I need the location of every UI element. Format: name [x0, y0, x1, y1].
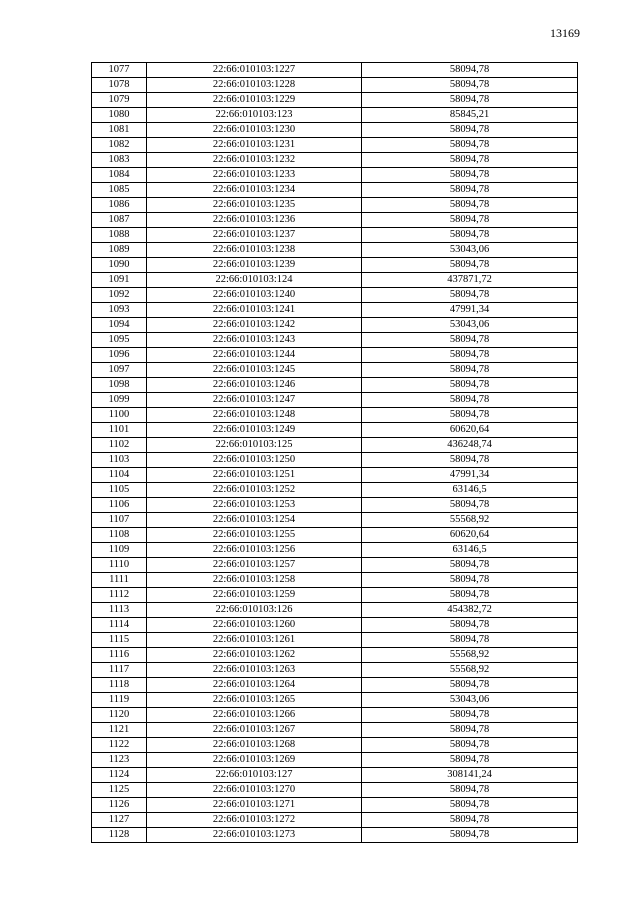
cadastral-number-cell: 22:66:010103:1261: [147, 633, 362, 648]
table-row: [92, 468, 578, 483]
row-number-cell: 1103: [92, 453, 147, 468]
cadastral-number-cell: 22:66:010103:1228: [147, 78, 362, 93]
row-number-cell: 1115: [92, 633, 147, 648]
row-number-cell: 1082: [92, 138, 147, 153]
table-row: [92, 828, 578, 843]
row-number-cell: 1117: [92, 663, 147, 678]
value-cell: 85845,21: [362, 108, 578, 123]
table-row: [92, 108, 578, 123]
cadastral-number-cell: 22:66:010103:1264: [147, 678, 362, 693]
cadastral-number-cell: 22:66:010103:1248: [147, 408, 362, 423]
value-cell: 58094,78: [362, 213, 578, 228]
row-number-cell: 1098: [92, 378, 147, 393]
table-row: [92, 183, 578, 198]
value-cell: 58094,78: [362, 378, 578, 393]
table-row: [92, 663, 578, 678]
value-cell: 58094,78: [362, 798, 578, 813]
row-number-cell: 1081: [92, 123, 147, 138]
table-row: [92, 438, 578, 453]
value-cell: 58094,78: [362, 708, 578, 723]
table-row: [92, 798, 578, 813]
cadastral-number-cell: 22:66:010103:123: [147, 108, 362, 123]
cadastral-number-cell: 22:66:010103:1251: [147, 468, 362, 483]
row-number-cell: 1116: [92, 648, 147, 663]
value-cell: 58094,78: [362, 78, 578, 93]
row-number-cell: 1110: [92, 558, 147, 573]
value-cell: 58094,78: [362, 828, 578, 843]
table-row: [92, 678, 578, 693]
cadastral-number-cell: 22:66:010103:1254: [147, 513, 362, 528]
table-row: [92, 168, 578, 183]
value-cell: 58094,78: [362, 408, 578, 423]
table-row: [92, 693, 578, 708]
value-cell: 58094,78: [362, 228, 578, 243]
cadastral-number-cell: 22:66:010103:125: [147, 438, 362, 453]
table-row: [92, 813, 578, 828]
row-number-cell: 1099: [92, 393, 147, 408]
value-cell: 58094,78: [362, 153, 578, 168]
table-row: [92, 453, 578, 468]
cadastral-number-cell: 22:66:010103:1259: [147, 588, 362, 603]
table-row: [92, 783, 578, 798]
row-number-cell: 1080: [92, 108, 147, 123]
table-row: [92, 483, 578, 498]
cadastral-number-cell: 22:66:010103:1231: [147, 138, 362, 153]
table-row: [92, 288, 578, 303]
value-cell: 58094,78: [362, 168, 578, 183]
cadastral-number-cell: 22:66:010103:126: [147, 603, 362, 618]
row-number-cell: 1092: [92, 288, 147, 303]
table-row: [92, 513, 578, 528]
cadastral-number-cell: 22:66:010103:1271: [147, 798, 362, 813]
row-number-cell: 1111: [92, 573, 147, 588]
table-row: [92, 543, 578, 558]
row-number-cell: 1089: [92, 243, 147, 258]
cadastral-number-cell: 22:66:010103:124: [147, 273, 362, 288]
cadastral-number-cell: 22:66:010103:1256: [147, 543, 362, 558]
row-number-cell: 1108: [92, 528, 147, 543]
cadastral-number-cell: 22:66:010103:1229: [147, 93, 362, 108]
table-row: [92, 258, 578, 273]
value-cell: 58094,78: [362, 363, 578, 378]
value-cell: 63146,5: [362, 483, 578, 498]
row-number-cell: 1079: [92, 93, 147, 108]
table-row: [92, 588, 578, 603]
cadastral-number-cell: 22:66:010103:1252: [147, 483, 362, 498]
row-number-cell: 1097: [92, 363, 147, 378]
row-number-cell: 1112: [92, 588, 147, 603]
value-cell: 55568,92: [362, 663, 578, 678]
row-number-cell: 1121: [92, 723, 147, 738]
value-cell: 53043,06: [362, 693, 578, 708]
cadastral-number-cell: 22:66:010103:1260: [147, 618, 362, 633]
value-cell: 53043,06: [362, 243, 578, 258]
table-row: [92, 318, 578, 333]
table-row: [92, 213, 578, 228]
cadastral-value-table: [91, 62, 578, 843]
value-cell: 58094,78: [362, 588, 578, 603]
cadastral-number-cell: 22:66:010103:1245: [147, 363, 362, 378]
row-number-cell: 1114: [92, 618, 147, 633]
row-number-cell: 1126: [92, 798, 147, 813]
table-row: [92, 633, 578, 648]
cadastral-number-cell: 22:66:010103:1236: [147, 213, 362, 228]
table-row: [92, 708, 578, 723]
table-row: [92, 78, 578, 93]
cadastral-number-cell: 22:66:010103:1262: [147, 648, 362, 663]
table-row: [92, 558, 578, 573]
row-number-cell: 1119: [92, 693, 147, 708]
value-cell: 58094,78: [362, 738, 578, 753]
cadastral-number-cell: 22:66:010103:127: [147, 768, 362, 783]
table-row: [92, 648, 578, 663]
value-cell: 437871,72: [362, 273, 578, 288]
row-number-cell: 1090: [92, 258, 147, 273]
value-cell: 58094,78: [362, 63, 578, 78]
row-number-cell: 1105: [92, 483, 147, 498]
cadastral-number-cell: 22:66:010103:1265: [147, 693, 362, 708]
cadastral-number-cell: 22:66:010103:1268: [147, 738, 362, 753]
cadastral-number-cell: 22:66:010103:1266: [147, 708, 362, 723]
table-row: [92, 723, 578, 738]
row-number-cell: 1109: [92, 543, 147, 558]
cadastral-number-cell: 22:66:010103:1235: [147, 198, 362, 213]
cadastral-number-cell: 22:66:010103:1230: [147, 123, 362, 138]
value-cell: 58094,78: [362, 93, 578, 108]
value-cell: 58094,78: [362, 678, 578, 693]
value-cell: 58094,78: [362, 288, 578, 303]
cadastral-number-cell: 22:66:010103:1233: [147, 168, 362, 183]
row-number-cell: 1100: [92, 408, 147, 423]
table-row: [92, 363, 578, 378]
value-cell: 53043,06: [362, 318, 578, 333]
table-row: [92, 333, 578, 348]
value-cell: 58094,78: [362, 198, 578, 213]
row-number-cell: 1113: [92, 603, 147, 618]
value-cell: 55568,92: [362, 513, 578, 528]
value-cell: 58094,78: [362, 123, 578, 138]
table-row: [92, 498, 578, 513]
row-number-cell: 1087: [92, 213, 147, 228]
value-cell: 58094,78: [362, 573, 578, 588]
table-row: [92, 573, 578, 588]
table-row: [92, 603, 578, 618]
table-row: [92, 618, 578, 633]
row-number-cell: 1106: [92, 498, 147, 513]
table-row: [92, 198, 578, 213]
table-row: [92, 393, 578, 408]
value-cell: 454382,72: [362, 603, 578, 618]
row-number-cell: 1096: [92, 348, 147, 363]
table-row: [92, 753, 578, 768]
value-cell: 58094,78: [362, 393, 578, 408]
cadastral-number-cell: 22:66:010103:1234: [147, 183, 362, 198]
row-number-cell: 1083: [92, 153, 147, 168]
cadastral-number-cell: 22:66:010103:1257: [147, 558, 362, 573]
table-row: [92, 528, 578, 543]
value-cell: 58094,78: [362, 453, 578, 468]
row-number-cell: 1095: [92, 333, 147, 348]
table-row: [92, 63, 578, 78]
value-cell: 58094,78: [362, 348, 578, 363]
row-number-cell: 1104: [92, 468, 147, 483]
cadastral-number-cell: 22:66:010103:1249: [147, 423, 362, 438]
table-row: [92, 768, 578, 783]
row-number-cell: 1093: [92, 303, 147, 318]
cadastral-number-cell: 22:66:010103:1237: [147, 228, 362, 243]
value-cell: 58094,78: [362, 618, 578, 633]
row-number-cell: 1120: [92, 708, 147, 723]
cadastral-number-cell: 22:66:010103:1263: [147, 663, 362, 678]
row-number-cell: 1125: [92, 783, 147, 798]
row-number-cell: 1101: [92, 423, 147, 438]
cadastral-number-cell: 22:66:010103:1253: [147, 498, 362, 513]
table-row: [92, 378, 578, 393]
table-row: [92, 348, 578, 363]
row-number-cell: 1128: [92, 828, 147, 843]
row-number-cell: 1085: [92, 183, 147, 198]
row-number-cell: 1094: [92, 318, 147, 333]
value-cell: 60620,64: [362, 528, 578, 543]
cadastral-number-cell: 22:66:010103:1258: [147, 573, 362, 588]
cadastral-number-cell: 22:66:010103:1227: [147, 63, 362, 78]
cadastral-number-cell: 22:66:010103:1238: [147, 243, 362, 258]
value-cell: 308141,24: [362, 768, 578, 783]
cadastral-number-cell: 22:66:010103:1255: [147, 528, 362, 543]
value-cell: 58094,78: [362, 723, 578, 738]
cadastral-number-cell: 22:66:010103:1270: [147, 783, 362, 798]
table-row: [92, 93, 578, 108]
value-cell: 58094,78: [362, 183, 578, 198]
row-number-cell: 1127: [92, 813, 147, 828]
cadastral-number-cell: 22:66:010103:1250: [147, 453, 362, 468]
value-cell: 58094,78: [362, 783, 578, 798]
row-number-cell: 1107: [92, 513, 147, 528]
cadastral-number-cell: 22:66:010103:1232: [147, 153, 362, 168]
value-cell: 58094,78: [362, 558, 578, 573]
cadastral-number-cell: 22:66:010103:1246: [147, 378, 362, 393]
cadastral-number-cell: 22:66:010103:1272: [147, 813, 362, 828]
table-row: [92, 423, 578, 438]
row-number-cell: 1077: [92, 63, 147, 78]
row-number-cell: 1091: [92, 273, 147, 288]
page-number: 13169: [550, 26, 580, 40]
row-number-cell: 1084: [92, 168, 147, 183]
cadastral-number-cell: 22:66:010103:1240: [147, 288, 362, 303]
cadastral-number-cell: 22:66:010103:1239: [147, 258, 362, 273]
row-number-cell: 1122: [92, 738, 147, 753]
table-row: [92, 243, 578, 258]
value-cell: 47991,34: [362, 468, 578, 483]
value-cell: 58094,78: [362, 498, 578, 513]
value-cell: 58094,78: [362, 258, 578, 273]
row-number-cell: 1078: [92, 78, 147, 93]
value-cell: 58094,78: [362, 333, 578, 348]
row-number-cell: 1088: [92, 228, 147, 243]
row-number-cell: 1124: [92, 768, 147, 783]
cadastral-number-cell: 22:66:010103:1241: [147, 303, 362, 318]
cadastral-number-cell: 22:66:010103:1247: [147, 393, 362, 408]
value-cell: 63146,5: [362, 543, 578, 558]
table-row: [92, 303, 578, 318]
row-number-cell: 1118: [92, 678, 147, 693]
cadastral-number-cell: 22:66:010103:1244: [147, 348, 362, 363]
value-cell: 58094,78: [362, 753, 578, 768]
table-row: [92, 408, 578, 423]
row-number-cell: 1086: [92, 198, 147, 213]
value-cell: 55568,92: [362, 648, 578, 663]
cadastral-number-cell: 22:66:010103:1273: [147, 828, 362, 843]
table-row: [92, 153, 578, 168]
cadastral-number-cell: 22:66:010103:1269: [147, 753, 362, 768]
value-cell: 47991,34: [362, 303, 578, 318]
cadastral-number-cell: 22:66:010103:1242: [147, 318, 362, 333]
table-row: [92, 228, 578, 243]
row-number-cell: 1102: [92, 438, 147, 453]
value-cell: 60620,64: [362, 423, 578, 438]
value-cell: 436248,74: [362, 438, 578, 453]
value-cell: 58094,78: [362, 633, 578, 648]
row-number-cell: 1123: [92, 753, 147, 768]
value-cell: 58094,78: [362, 138, 578, 153]
table-row: [92, 738, 578, 753]
cadastral-number-cell: 22:66:010103:1243: [147, 333, 362, 348]
table-row: [92, 138, 578, 153]
table-body: [92, 63, 578, 843]
value-cell: 58094,78: [362, 813, 578, 828]
table-row: [92, 123, 578, 138]
cadastral-number-cell: 22:66:010103:1267: [147, 723, 362, 738]
table-row: [92, 273, 578, 288]
